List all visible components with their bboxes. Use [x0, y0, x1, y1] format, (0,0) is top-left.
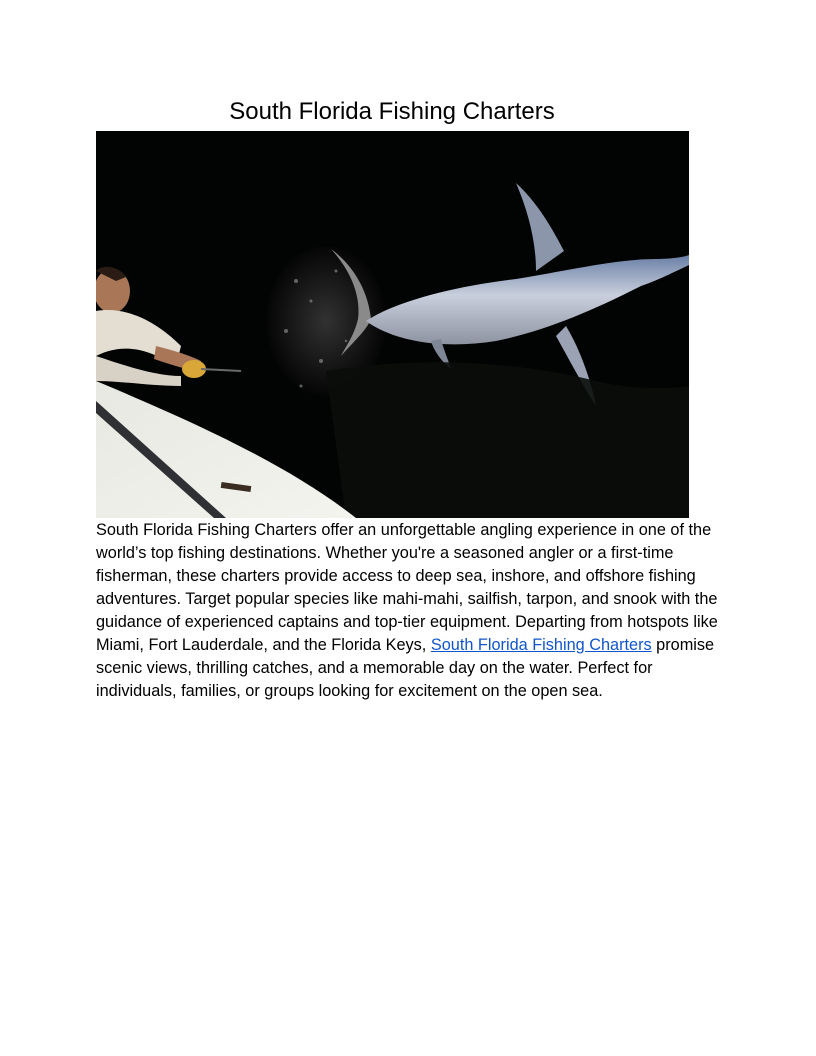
swordfish-photo — [96, 131, 689, 518]
photo-illustration — [96, 131, 689, 518]
paragraph-text-before-link: South Florida Fishing Charters offer an unforgettable angling experience in one of the world’s top fishing destinations. Whether you're a seasoned angler or a first-time fisherman, these charters provide access to deep sea, inshore, and offshore fishing adventures. Target popular species like mahi-mahi, sailfish, tarpon, and snook with the guidance of experienced captains and top-tier equipment. Departing from hotspots like Miami, Fort Lauderdale, and the Florida Keys, — [96, 521, 718, 654]
south-florida-fishing-charters-link[interactable]: South Florida Fishing Charters — [430, 636, 652, 654]
body-paragraph — [96, 519, 722, 703]
page-title: South Florida Fishing Charters — [229, 98, 555, 125]
paragraph-text-after-link: promise scenic views, thrilling catches, and a memorable day on the water. Perfect for individuals, families, or groups looking for excitement on the open sea. — [96, 636, 715, 700]
